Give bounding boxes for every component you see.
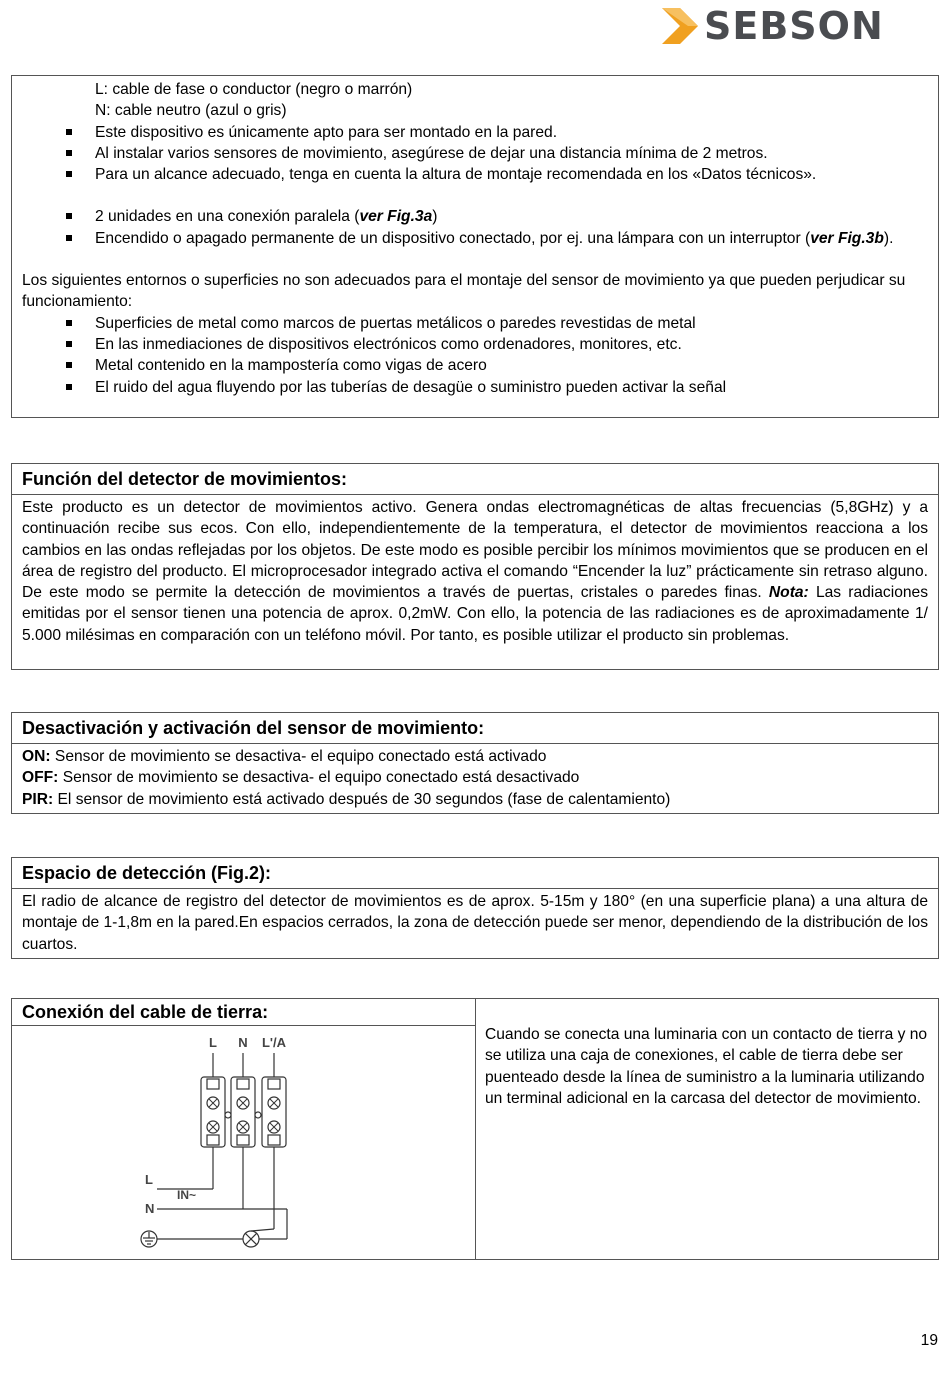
lamp-icon	[243, 1231, 259, 1247]
mode-row-off: OFF: Sensor de movimiento se desactiva- el equipo conectado está desactivado	[22, 769, 580, 787]
section-title-tierra: Conexión del cable de tierra:	[22, 1002, 269, 1022]
installation-notes	[11, 75, 939, 418]
terminal-label-l: L	[209, 1035, 217, 1050]
list-item: Al instalar varios sensores de movimiento, asegúrese de dejar una distancia mínima de 2 metros.	[22, 143, 928, 164]
environment-bullets	[22, 313, 928, 398]
supply-label-l: L	[145, 1172, 153, 1187]
brand-name: SEBSON	[704, 4, 884, 48]
note-line: L: cable de fase o conductor (negro o marrón)	[95, 81, 413, 98]
funcion-text: Este producto es un detector de movimientos activo. Genera ondas electromagnéticas de altas frecuencias (5,8GHz) y a continuación recibe sus ecos. Con ello, independientemente de la temperatura, el detector de movimientos reacciona a los cambios en las ondas reflejadas por los objetos. De este modo es posible percibir los mínimos movimientos que se producen en el área de registro del producto. El microprocesador integrado activa el comando “Encender la luz” prácticamente sin retraso alguno. De este modo se permite la detección de movimientos a través de puertas, cristales o paredes finas. Nota: Las radiaciones emitidas por el sensor tienen una potencia de aprox. 0,2mW. Con ello, la potencia de las radiaciones es de aproximadamente 1/ 5.000 milésimas en comparación con un teléfono móvil. Por tanto, es posible utilizar el producto sin problemas.	[22, 499, 929, 644]
terminal-block	[201, 1077, 286, 1147]
mode-row-pir: PIR: El sensor de movimiento está activado después de 30 segundos (fase de calentamiento)	[22, 790, 671, 808]
list-item: Metal contenido en la mampostería como vigas de acero	[22, 355, 928, 376]
ground-icon	[141, 1231, 157, 1247]
section-body-funcion	[11, 495, 939, 670]
list-item: 2 unidades en una conexión paralela (ver Fig.3a)	[22, 206, 928, 227]
section-body-activacion	[11, 744, 939, 814]
logo-chevron-icon	[660, 6, 702, 46]
note-line: N: cable neutro (azul o gris)	[95, 102, 287, 120]
list-item: En las inmediaciones de dispositivos electrónicos como ordenadores, monitores, etc.	[22, 334, 928, 355]
brand-logo	[660, 6, 882, 46]
terminal-label-la: L'/A	[261, 1035, 287, 1050]
mode-row-on: ON: Sensor de movimiento se desactiva- el equipo conectado está activado	[22, 748, 547, 765]
terminal-label-n: N	[238, 1035, 248, 1050]
list-item: Encendido o apagado permanente de un dispositivo conectado, por ej. una lámpara con un interruptor (ver Fig.3b).	[22, 228, 928, 249]
ground-connection-section	[11, 998, 939, 1260]
wiring-diagram	[127, 1029, 317, 1254]
environment-text: Los siguientes entornos o superficies no son adecuados para el montaje del sensor de movimiento ya que pueden perjudicar su funcionamiento:	[22, 272, 906, 311]
page-number: 19	[920, 1332, 938, 1349]
section-title-activacion: Desactivación y activación del sensor de movimiento:	[11, 712, 939, 744]
figure-reference: ver Fig.3a	[359, 208, 433, 226]
mounting-bullets	[22, 122, 928, 186]
connection-bullets	[22, 206, 928, 249]
section-title-espacio: Espacio de detección (Fig.2):	[11, 857, 939, 889]
list-item: Este dispositivo es únicamente apto para ser montado en la pared.	[22, 122, 928, 143]
supply-label-n: N	[145, 1201, 155, 1216]
section-body-espacio	[11, 889, 939, 959]
figure-reference: ver Fig.3b	[810, 229, 884, 247]
list-item: Para un alcance adecuado, tenga en cuenta la altura de montaje recomendada en los «Datos técnicos».	[22, 164, 928, 185]
list-item: Superficies de metal como marcos de puertas metálicos o paredes revestidas de metal	[22, 313, 928, 334]
list-item: El ruido del agua fluyendo por las tuberías de desagüe o suministro pueden activar la señal	[22, 377, 928, 398]
note-label: Nota:	[768, 584, 809, 602]
input-label: IN~	[177, 1188, 197, 1202]
section-title-funcion: Función del detector de movimientos:	[11, 463, 939, 495]
espacio-text: El radio de alcance de registro del detector de movimientos es de aprox. 5-15m y 180° (en una superficie plana) a una altura de montaje de 1-1,8m en la pared.En espacios cerrados, la zona de detección puede ser menor, dependiendo de la distribución de los cuartos.	[22, 893, 928, 953]
tierra-text: Cuando se conecta una luminaria con un contacto de tierra y no se utiliza una caja de conexiones, el cable de tierra debe ser puenteado desde la línea de suministro a la luminaria utilizando un terminal adicional en la carcasa del detector de movimiento.	[485, 1026, 928, 1107]
